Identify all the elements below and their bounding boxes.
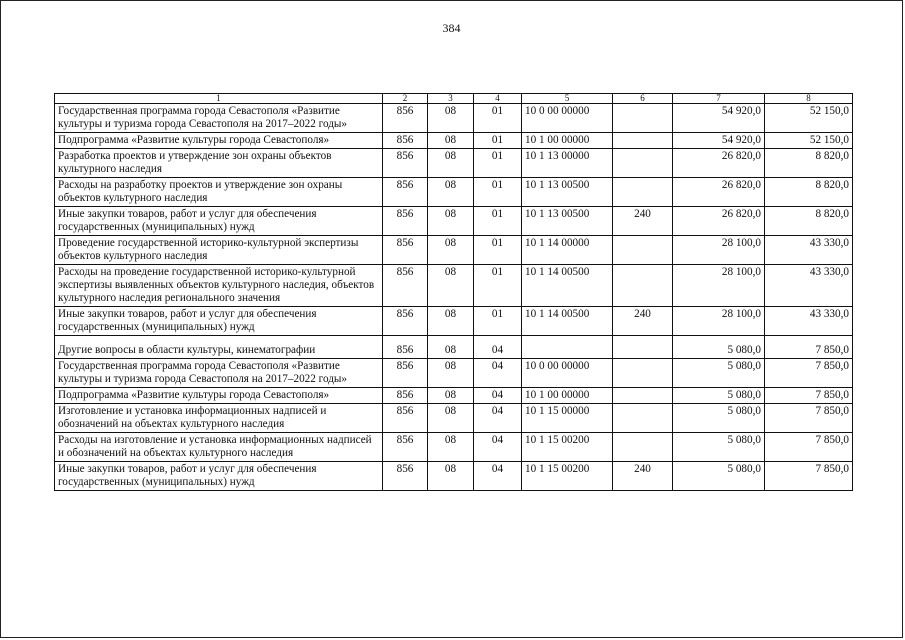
amount-year2-cell: 7 850,0 (765, 388, 853, 404)
table-header-row (55, 94, 853, 104)
amount-year1-cell: 26 820,0 (673, 178, 765, 207)
amount-year1-cell: 5 080,0 (673, 336, 765, 359)
amount-year2-cell: 7 850,0 (765, 404, 853, 433)
amount-year2-cell: 43 330,0 (765, 236, 853, 265)
expense-type-cell (613, 336, 673, 359)
amount-year1-cell: 54 920,0 (673, 104, 765, 133)
section-code-cell: 08 (428, 133, 474, 149)
table-row (55, 236, 853, 265)
expense-type-cell (613, 404, 673, 433)
amount-year1-cell: 5 080,0 (673, 388, 765, 404)
grbs-code-cell: 856 (383, 265, 428, 307)
grbs-code-cell: 856 (383, 236, 428, 265)
amount-year2-cell: 43 330,0 (765, 265, 853, 307)
expense-type-cell (613, 104, 673, 133)
row-name-cell: Иные закупки товаров, работ и услуг для обеспечения государственных (муниципальных) нужд (55, 462, 383, 491)
target-article-cell: 10 1 15 00200 (522, 462, 613, 491)
table-row (55, 388, 853, 404)
target-article-cell: 10 1 13 00500 (522, 207, 613, 236)
amount-year2-cell: 43 330,0 (765, 307, 853, 336)
section-code-cell: 08 (428, 359, 474, 388)
amount-year1-cell: 5 080,0 (673, 462, 765, 491)
amount-year2-cell: 52 150,0 (765, 133, 853, 149)
subsection-code-cell: 01 (474, 307, 522, 336)
subsection-code-cell: 04 (474, 336, 522, 359)
grbs-code-cell: 856 (383, 388, 428, 404)
table-row (55, 359, 853, 388)
section-code-cell: 08 (428, 149, 474, 178)
section-code-cell: 08 (428, 336, 474, 359)
amount-year2-cell: 8 820,0 (765, 178, 853, 207)
section-code-cell: 08 (428, 307, 474, 336)
amount-year2-cell: 7 850,0 (765, 359, 853, 388)
section-code-cell: 08 (428, 433, 474, 462)
expense-type-cell (613, 133, 673, 149)
grbs-code-cell: 856 (383, 207, 428, 236)
target-article-cell: 10 1 15 00200 (522, 433, 613, 462)
target-article-cell: 10 0 00 00000 (522, 359, 613, 388)
target-article-cell: 10 1 13 00000 (522, 149, 613, 178)
grbs-code-cell: 856 (383, 104, 428, 133)
table-row (55, 462, 853, 491)
grbs-code-cell: 856 (383, 433, 428, 462)
section-code-cell: 08 (428, 178, 474, 207)
table-body (55, 104, 853, 491)
table-row (55, 104, 853, 133)
column-header: 5 (522, 94, 613, 104)
subsection-code-cell: 01 (474, 133, 522, 149)
amount-year1-cell: 28 100,0 (673, 265, 765, 307)
expense-type-cell: 240 (613, 307, 673, 336)
section-code-cell: 08 (428, 462, 474, 491)
budget-table (54, 93, 853, 491)
expense-type-cell (613, 265, 673, 307)
row-name-cell: Расходы на проведение государственной историко-культурной экспертизы выявленных объектов культурного наследия, объектов культурного наследия регионального значения (55, 265, 383, 307)
subsection-code-cell: 01 (474, 236, 522, 265)
subsection-code-cell: 04 (474, 404, 522, 433)
table-row (55, 149, 853, 178)
expense-type-cell (613, 433, 673, 462)
amount-year2-cell: 7 850,0 (765, 336, 853, 359)
subsection-code-cell: 04 (474, 388, 522, 404)
grbs-code-cell: 856 (383, 404, 428, 433)
amount-year1-cell: 26 820,0 (673, 207, 765, 236)
expense-type-cell (613, 236, 673, 265)
subsection-code-cell: 01 (474, 178, 522, 207)
expense-type-cell (613, 178, 673, 207)
amount-year2-cell: 52 150,0 (765, 104, 853, 133)
subsection-code-cell: 01 (474, 265, 522, 307)
row-name-cell: Иные закупки товаров, работ и услуг для обеспечения государственных (муниципальных) нужд (55, 207, 383, 236)
amount-year2-cell: 7 850,0 (765, 433, 853, 462)
table-row (55, 133, 853, 149)
page-number: 384 (442, 21, 461, 35)
row-name-cell: Изготовление и установка информационных надписей и обозначений на объектах культурного наследия (55, 404, 383, 433)
amount-year2-cell: 8 820,0 (765, 207, 853, 236)
row-name-cell: Проведение государственной историко-культурной экспертизы объектов культурного наследия (55, 236, 383, 265)
amount-year1-cell: 5 080,0 (673, 359, 765, 388)
row-name-cell: Государственная программа города Севастополя «Развитие культуры и туризма города Севастополя на 2017–2022 годы» (55, 104, 383, 133)
grbs-code-cell: 856 (383, 178, 428, 207)
row-name-cell: Расходы на разработку проектов и утверждение зон охраны объектов культурного наследия (55, 178, 383, 207)
table-row (55, 178, 853, 207)
target-article-cell: 10 1 14 00500 (522, 307, 613, 336)
section-code-cell: 08 (428, 404, 474, 433)
row-name-cell: Подпрограмма «Развитие культуры города Севастополя» (55, 133, 383, 149)
row-name-cell: Иные закупки товаров, работ и услуг для обеспечения государственных (муниципальных) нужд (55, 307, 383, 336)
expense-type-cell: 240 (613, 462, 673, 491)
target-article-cell: 10 1 14 00500 (522, 265, 613, 307)
grbs-code-cell: 856 (383, 336, 428, 359)
column-header: 3 (428, 94, 474, 104)
amount-year2-cell: 7 850,0 (765, 462, 853, 491)
section-code-cell: 08 (428, 207, 474, 236)
expense-type-cell (613, 388, 673, 404)
grbs-code-cell: 856 (383, 149, 428, 178)
target-article-cell: 10 1 15 00000 (522, 404, 613, 433)
target-article-cell (522, 336, 613, 359)
section-code-cell: 08 (428, 236, 474, 265)
subsection-code-cell: 04 (474, 462, 522, 491)
grbs-code-cell: 856 (383, 462, 428, 491)
column-header: 4 (474, 94, 522, 104)
target-article-cell: 10 0 00 00000 (522, 104, 613, 133)
section-code-cell: 08 (428, 104, 474, 133)
column-header: 2 (383, 94, 428, 104)
subsection-code-cell: 01 (474, 149, 522, 178)
table-row (55, 433, 853, 462)
amount-year1-cell: 5 080,0 (673, 404, 765, 433)
subsection-code-cell: 04 (474, 433, 522, 462)
table-row (55, 265, 853, 307)
amount-year1-cell: 26 820,0 (673, 149, 765, 178)
subsection-code-cell: 01 (474, 207, 522, 236)
column-header: 1 (55, 94, 383, 104)
row-name-cell: Разработка проектов и утверждение зон охраны объектов культурного наследия (55, 149, 383, 178)
row-name-cell: Государственная программа города Севастополя «Развитие культуры и туризма города Севастополя на 2017–2022 годы» (55, 359, 383, 388)
row-name-cell: Другие вопросы в области культуры, кинематографии (55, 336, 383, 359)
expense-type-cell (613, 359, 673, 388)
grbs-code-cell: 856 (383, 307, 428, 336)
expense-type-cell (613, 149, 673, 178)
amount-year1-cell: 54 920,0 (673, 133, 765, 149)
target-article-cell: 10 1 14 00000 (522, 236, 613, 265)
grbs-code-cell: 856 (383, 133, 428, 149)
section-code-cell: 08 (428, 265, 474, 307)
table-row (55, 307, 853, 336)
column-header: 6 (613, 94, 673, 104)
amount-year1-cell: 28 100,0 (673, 307, 765, 336)
row-name-cell: Расходы на изготовление и установка информационных надписей и обозначений на объектах культурного наследия (55, 433, 383, 462)
target-article-cell: 10 1 00 00000 (522, 388, 613, 404)
expense-type-cell: 240 (613, 207, 673, 236)
grbs-code-cell: 856 (383, 359, 428, 388)
target-article-cell: 10 1 00 00000 (522, 133, 613, 149)
amount-year1-cell: 5 080,0 (673, 433, 765, 462)
column-header: 8 (765, 94, 853, 104)
column-header: 7 (673, 94, 765, 104)
amount-year1-cell: 28 100,0 (673, 236, 765, 265)
table-row (55, 207, 853, 236)
target-article-cell: 10 1 13 00500 (522, 178, 613, 207)
section-code-cell: 08 (428, 388, 474, 404)
table-row (55, 336, 853, 359)
subsection-code-cell: 01 (474, 104, 522, 133)
row-name-cell: Подпрограмма «Развитие культуры города Севастополя» (55, 388, 383, 404)
table-row (55, 404, 853, 433)
amount-year2-cell: 8 820,0 (765, 149, 853, 178)
subsection-code-cell: 04 (474, 359, 522, 388)
